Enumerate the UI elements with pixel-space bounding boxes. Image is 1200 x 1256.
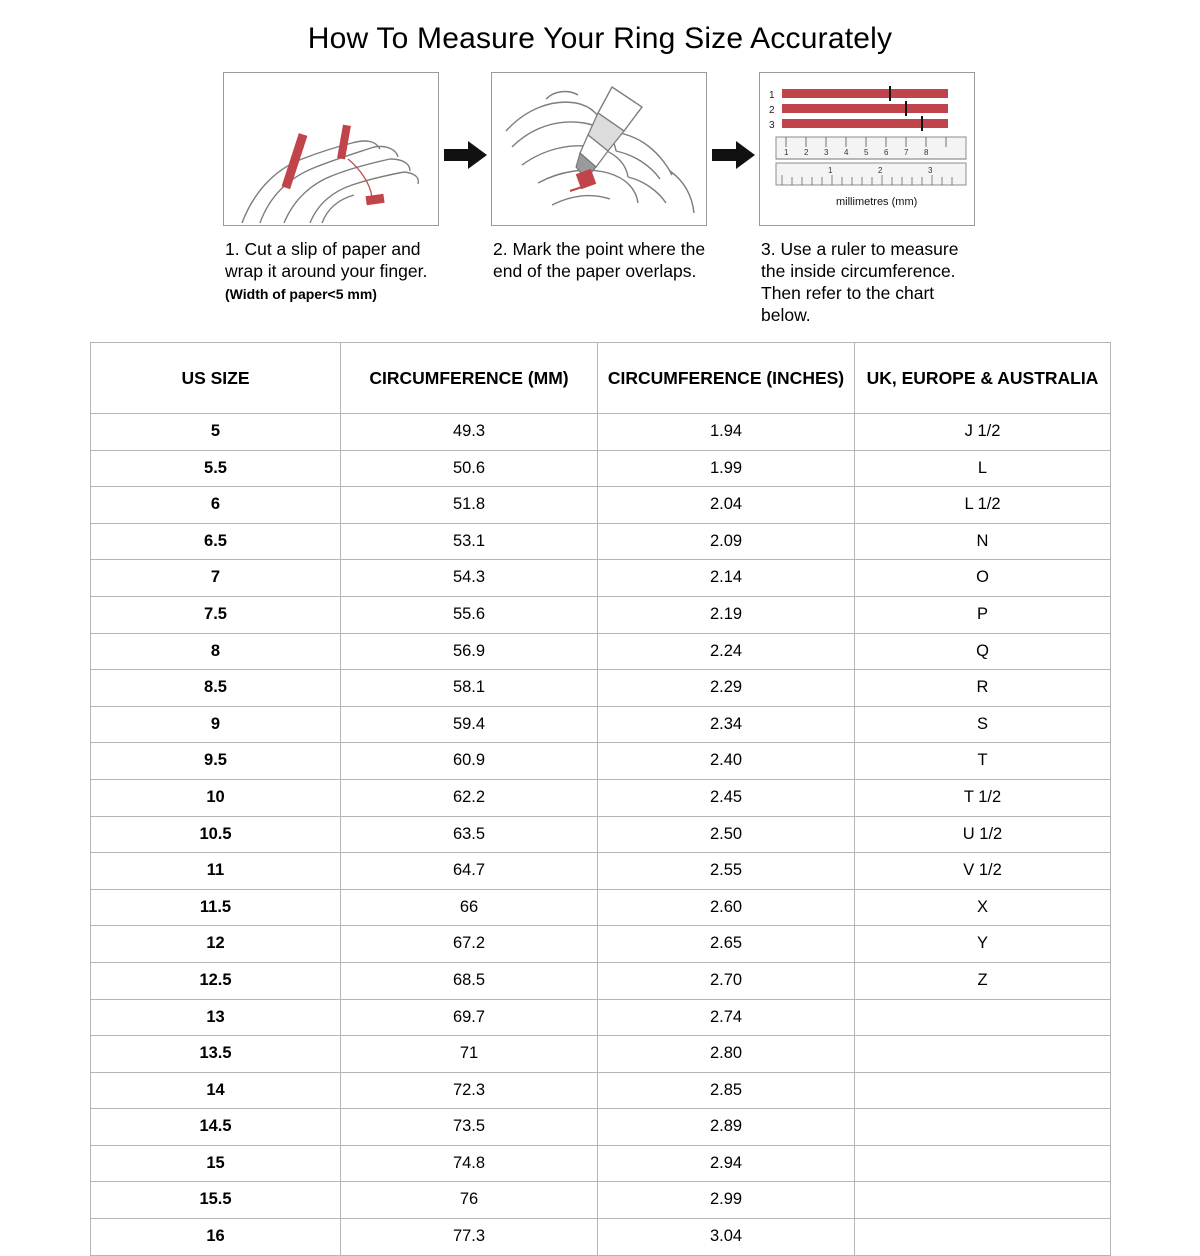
cell-us-size: 12 [91, 926, 341, 963]
svg-text:7: 7 [904, 148, 909, 157]
table-row [91, 450, 1111, 487]
cell-circumference-mm: 50.6 [341, 450, 598, 487]
svg-text:3: 3 [824, 148, 829, 157]
cell-uk-europe-australia: T 1/2 [855, 779, 1111, 816]
cell-circumference-inches: 2.45 [598, 779, 855, 816]
arrow-right-icon [444, 140, 488, 170]
cell-circumference-inches: 2.40 [598, 743, 855, 780]
ring-size-table-wrap [90, 342, 1110, 1256]
cell-uk-europe-australia: R [855, 670, 1111, 707]
cell-circumference-mm: 76 [341, 1182, 598, 1219]
step-2 [491, 72, 709, 282]
svg-text:4: 4 [844, 148, 849, 157]
table-row [91, 523, 1111, 560]
table-row [91, 853, 1111, 890]
cell-circumference-mm: 69.7 [341, 999, 598, 1036]
cell-circumference-mm: 63.5 [341, 816, 598, 853]
step-3 [759, 72, 977, 326]
step-2-caption [491, 238, 709, 282]
svg-text:2: 2 [804, 148, 809, 157]
arrow-2 [709, 72, 759, 170]
svg-text:5: 5 [864, 148, 869, 157]
cell-us-size: 8 [91, 633, 341, 670]
cell-circumference-mm: 49.3 [341, 414, 598, 451]
cell-circumference-inches: 2.89 [598, 1109, 855, 1146]
cell-uk-europe-australia: Q [855, 633, 1111, 670]
table-header [91, 343, 1111, 414]
cell-uk-europe-australia: O [855, 560, 1111, 597]
cell-us-size: 5.5 [91, 450, 341, 487]
cell-uk-europe-australia: S [855, 706, 1111, 743]
table-row [91, 1109, 1111, 1146]
cell-circumference-inches: 2.80 [598, 1036, 855, 1073]
cell-circumference-mm: 74.8 [341, 1145, 598, 1182]
cell-circumference-mm: 56.9 [341, 633, 598, 670]
cell-circumference-inches: 1.99 [598, 450, 855, 487]
cell-circumference-inches: 2.34 [598, 706, 855, 743]
cell-circumference-inches: 2.94 [598, 1145, 855, 1182]
cell-us-size: 9.5 [91, 743, 341, 780]
cell-us-size: 7 [91, 560, 341, 597]
svg-text:1: 1 [769, 90, 775, 101]
table-row [91, 706, 1111, 743]
step-1-caption-text: 1. Cut a slip of paper and wrap it around your finger. [225, 239, 428, 281]
cell-uk-europe-australia: L 1/2 [855, 487, 1111, 524]
table-row [91, 999, 1111, 1036]
cell-circumference-inches: 2.60 [598, 889, 855, 926]
svg-text:1: 1 [784, 148, 789, 157]
cell-uk-europe-australia [855, 1072, 1111, 1109]
cell-circumference-inches: 2.85 [598, 1072, 855, 1109]
column-header-uk-europe-australia: UK, EUROPE & AUSTRALIA [855, 343, 1111, 414]
column-header-circumference-mm: CIRCUMFERENCE (MM) [341, 343, 598, 414]
cell-uk-europe-australia: U 1/2 [855, 816, 1111, 853]
svg-text:3: 3 [769, 120, 775, 131]
cell-circumference-mm: 72.3 [341, 1072, 598, 1109]
step-2-caption-text: 2. Mark the point where the end of the paper overlaps. [493, 239, 706, 281]
cell-us-size: 12.5 [91, 962, 341, 999]
step-1 [223, 72, 441, 305]
cell-circumference-mm: 73.5 [341, 1109, 598, 1146]
cell-us-size: 14 [91, 1072, 341, 1109]
step-2-image [491, 72, 707, 226]
table-row [91, 1182, 1111, 1219]
cell-circumference-mm: 77.3 [341, 1219, 598, 1256]
cell-uk-europe-australia [855, 1036, 1111, 1073]
column-header-us-size: US SIZE [91, 343, 341, 414]
step-3-caption [759, 238, 977, 326]
table-row [91, 1219, 1111, 1256]
cell-circumference-mm: 59.4 [341, 706, 598, 743]
cell-us-size: 14.5 [91, 1109, 341, 1146]
cell-circumference-mm: 67.2 [341, 926, 598, 963]
arrow-1 [441, 72, 491, 170]
table-row [91, 414, 1111, 451]
table-row [91, 487, 1111, 524]
cell-circumference-inches: 2.74 [598, 999, 855, 1036]
cell-circumference-inches: 2.99 [598, 1182, 855, 1219]
cell-us-size: 8.5 [91, 670, 341, 707]
svg-text:6: 6 [884, 148, 889, 157]
cell-circumference-inches: 2.29 [598, 670, 855, 707]
cell-us-size: 13 [91, 999, 341, 1036]
table-row [91, 926, 1111, 963]
cell-us-size: 6.5 [91, 523, 341, 560]
table-row [91, 560, 1111, 597]
svg-text:2: 2 [769, 105, 775, 116]
cell-us-size: 11.5 [91, 889, 341, 926]
table-row [91, 743, 1111, 780]
cell-circumference-inches: 2.24 [598, 633, 855, 670]
arrow-right-icon [712, 140, 756, 170]
cell-circumference-mm: 62.2 [341, 779, 598, 816]
table-row [91, 1145, 1111, 1182]
hand-with-pen-marking-icon [492, 73, 707, 226]
table-row [91, 1036, 1111, 1073]
cell-us-size: 7.5 [91, 596, 341, 633]
table-row [91, 1072, 1111, 1109]
cell-circumference-mm: 68.5 [341, 962, 598, 999]
cell-uk-europe-australia: X [855, 889, 1111, 926]
cell-circumference-inches: 2.19 [598, 596, 855, 633]
cell-circumference-inches: 2.50 [598, 816, 855, 853]
step-3-caption-text: 3. Use a ruler to measure the inside circumference. Then refer to the chart below. [761, 239, 959, 325]
cell-uk-europe-australia [855, 1182, 1111, 1219]
cell-circumference-mm: 51.8 [341, 487, 598, 524]
cell-us-size: 9 [91, 706, 341, 743]
table-row [91, 670, 1111, 707]
ruler-unit-label: millimetres (mm) [836, 196, 918, 208]
cell-circumference-mm: 54.3 [341, 560, 598, 597]
cell-circumference-mm: 66 [341, 889, 598, 926]
cell-circumference-inches: 2.70 [598, 962, 855, 999]
step-1-image [223, 72, 439, 226]
table-body [91, 414, 1111, 1256]
cell-uk-europe-australia: P [855, 596, 1111, 633]
cell-uk-europe-australia: L [855, 450, 1111, 487]
cell-circumference-mm: 64.7 [341, 853, 598, 890]
cell-us-size: 10 [91, 779, 341, 816]
cell-uk-europe-australia [855, 1109, 1111, 1146]
cell-uk-europe-australia: V 1/2 [855, 853, 1111, 890]
cell-circumference-inches: 2.04 [598, 487, 855, 524]
ruler-measuring-strips-icon [760, 73, 975, 226]
table-row [91, 596, 1111, 633]
hand-with-paper-slip-icon [224, 73, 439, 226]
cell-circumference-inches: 2.65 [598, 926, 855, 963]
cell-circumference-mm: 53.1 [341, 523, 598, 560]
table-header-row [91, 343, 1111, 414]
table-row [91, 889, 1111, 926]
ring-size-table [90, 342, 1111, 1256]
table-row [91, 779, 1111, 816]
cell-us-size: 16 [91, 1219, 341, 1256]
cell-uk-europe-australia [855, 999, 1111, 1036]
cell-circumference-inches: 1.94 [598, 414, 855, 451]
cell-uk-europe-australia: N [855, 523, 1111, 560]
cell-uk-europe-australia [855, 1219, 1111, 1256]
cell-us-size: 6 [91, 487, 341, 524]
table-row [91, 633, 1111, 670]
pen-shape [576, 87, 642, 179]
cell-circumference-inches: 2.09 [598, 523, 855, 560]
cell-uk-europe-australia [855, 1145, 1111, 1182]
cell-uk-europe-australia: Z [855, 962, 1111, 999]
table-row [91, 962, 1111, 999]
cell-us-size: 15.5 [91, 1182, 341, 1219]
cell-us-size: 13.5 [91, 1036, 341, 1073]
step-1-caption [223, 238, 441, 305]
cell-circumference-inches: 2.55 [598, 853, 855, 890]
step-1-caption-sub: (Width of paper<5 mm) [225, 286, 377, 302]
column-header-circumference-inches: CIRCUMFERENCE (INCHES) [598, 343, 855, 414]
cell-us-size: 11 [91, 853, 341, 890]
cell-uk-europe-australia: J 1/2 [855, 414, 1111, 451]
cell-circumference-inches: 2.14 [598, 560, 855, 597]
svg-text:2: 2 [878, 166, 883, 175]
cell-us-size: 15 [91, 1145, 341, 1182]
table-row [91, 816, 1111, 853]
cell-us-size: 10.5 [91, 816, 341, 853]
cell-circumference-mm: 60.9 [341, 743, 598, 780]
page-title: How To Measure Your Ring Size Accurately [307, 22, 893, 55]
svg-text:3: 3 [928, 166, 933, 175]
cell-uk-europe-australia: T [855, 743, 1111, 780]
cell-us-size: 5 [91, 414, 341, 451]
cell-circumference-mm: 55.6 [341, 596, 598, 633]
svg-text:1: 1 [828, 166, 833, 175]
svg-text:8: 8 [924, 148, 929, 157]
step-3-image [759, 72, 975, 226]
cell-circumference-inches: 3.04 [598, 1219, 855, 1256]
cell-circumference-mm: 71 [341, 1036, 598, 1073]
cell-uk-europe-australia: Y [855, 926, 1111, 963]
steps-row [0, 72, 1200, 326]
cell-circumference-mm: 58.1 [341, 670, 598, 707]
